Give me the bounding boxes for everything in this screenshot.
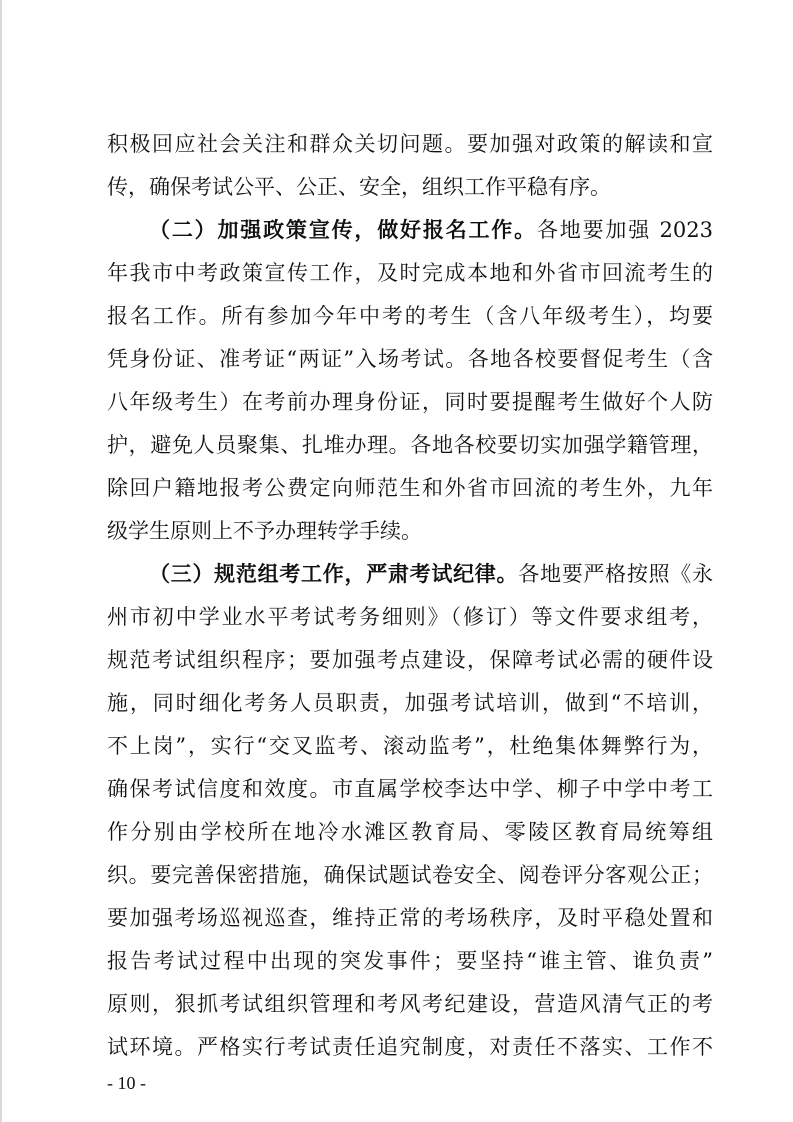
- section-two-lead-text: 各地要加强 2023: [536, 218, 713, 242]
- paragraph-line: 确保考试信度和效度。市直属学校李达中学、柳子中学中考工: [107, 777, 713, 801]
- section-two-heading-line: [149, 212, 713, 248]
- section-three-heading: （三）规范组考工作，严肃考试纪律。: [149, 561, 519, 586]
- section-three-heading-line: [149, 556, 713, 592]
- paragraph-line: 护，避免人员聚集、扎堆办理。各地各校要切实加强学籍管理，: [107, 433, 713, 457]
- paragraph-line: 传，确保考试公平、公正、安全，组织工作平稳有序。: [107, 175, 611, 199]
- paragraph-line: 原则，狠抓考试组织管理和考风考纪建设，营造风清气正的考: [107, 992, 713, 1016]
- paragraph-line: 报告考试过程中出现的突发事件；要坚持“谁主管、谁负责”: [107, 949, 713, 973]
- paragraph-line: 施，同时细化考务人员职责，加强考试培训，做到“不培训，: [107, 691, 713, 715]
- section-two-heading: （二）加强政策宣传，做好报名工作。: [149, 217, 537, 242]
- paragraph-line: 凭身份证、准考证“两证”入场考试。各地各校要督促考生（含: [107, 347, 713, 371]
- paragraph-line: 报名工作。所有参加今年中考的考生（含八年级考生），均要: [107, 304, 713, 328]
- paragraph-line: 除回户籍地报考公费定向师范生和外省市回流的考生外，九年: [107, 476, 713, 500]
- paragraph-line: 级学生原则上不予办理转学手续。: [107, 519, 422, 543]
- paragraph-line: 试环境。严格实行考试责任追究制度，对责任不落实、工作不: [107, 1035, 713, 1059]
- paragraph-line: 八年级考生）在考前办理身份证，同时要提醒考生做好个人防: [107, 390, 713, 414]
- paragraph-line: 年我市中考政策宣传工作，及时完成本地和外省市回流考生的: [107, 261, 713, 285]
- page-edge-divider: [0, 0, 2, 1122]
- paragraph-line: 作分别由学校所在地冷水滩区教育局、零陵区教育局统筹组: [107, 820, 713, 844]
- section-three-lead-text: 各地要严格按照《永: [518, 562, 714, 586]
- paragraph-line: 要加强考场巡视巡查，维持正常的考场秩序，及时平稳处置和: [107, 906, 713, 930]
- paragraph-line: 不上岗”，实行“交叉监考、滚动监考”，杜绝集体舞弊行为，: [107, 734, 713, 758]
- page-number: - 10 -: [107, 1073, 146, 1093]
- paragraph-line: 积极回应社会关注和群众关切问题。要加强对政策的解读和宣: [107, 132, 713, 156]
- paragraph-line: 织。要完善保密措施，确保试题试卷安全、阅卷评分客观公正；: [107, 863, 713, 887]
- paragraph-line: 规范考试组织程序；要加强考点建设，保障考试必需的硬件设: [107, 648, 713, 672]
- paragraph-line: 州市初中学业水平考试考务细则》（修订）等文件要求组考，: [107, 605, 713, 629]
